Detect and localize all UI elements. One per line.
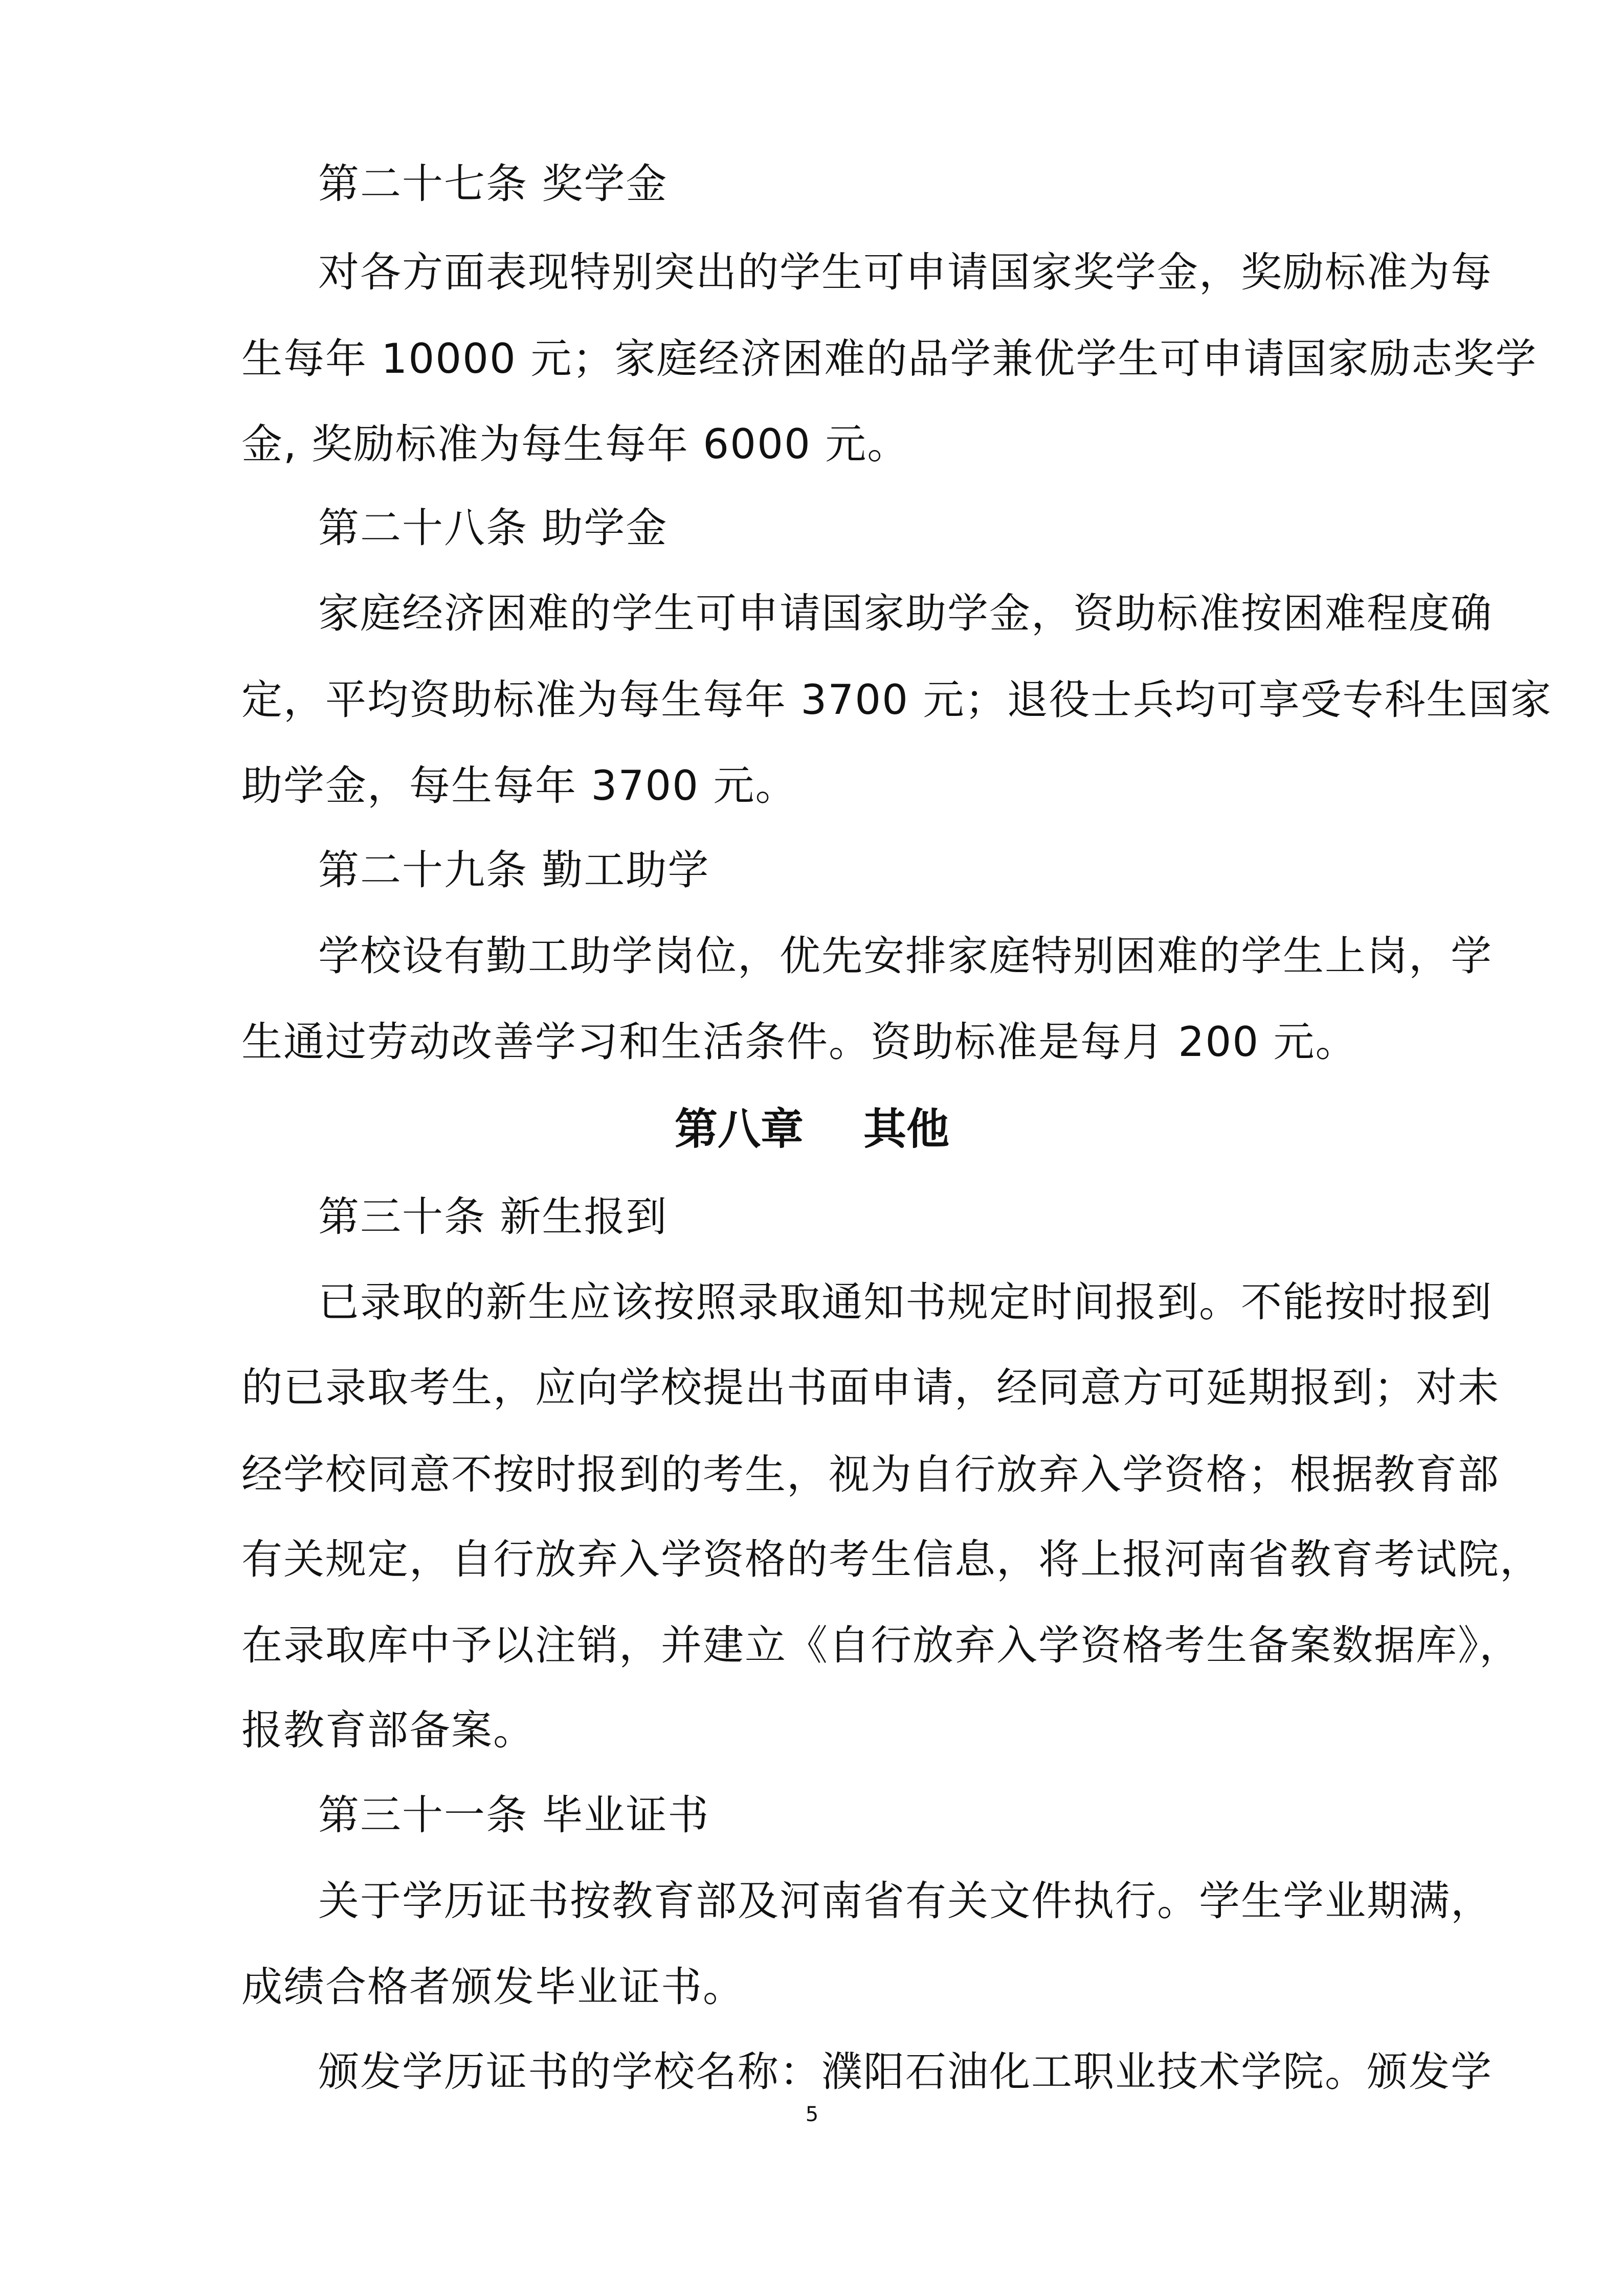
article-30-line-1: 已录取的新生应该按照录取通知书规定时间报到。不能按时报到 [318,1278,1493,1326]
article-28-line-3: 助学金，每生每年 3700 元。 [241,762,797,809]
article-30-line-6: 报教育部备案。 [241,1706,535,1754]
article-31-line-3: 颁发学历证书的学校名称：濮阳石油化工职业技术学院。颁发学 [318,2048,1493,2096]
article-31-line-2: 成绩合格者颁发毕业证书。 [241,1963,745,2011]
article-27-line-2: 生每年 10000 元；家庭经济困难的品学兼优学生可申请国家励志奖学 [241,335,1538,382]
article-31-title: 第三十一条 毕业证书 [318,1791,710,1839]
article-27-title: 第二十七条 奖学金 [318,160,668,208]
article-29-line-1: 学校设有勤工助学岗位，优先安排家庭特别困难的学生上岗，学 [318,932,1493,980]
article-30-line-4: 有关规定，自行放弃入学资格的考生信息，将上报河南省教育考试院， [241,1536,1542,1583]
article-30-line-3: 经学校同意不按时报到的考生，视为自行放弃入学资格；根据教育部 [241,1451,1500,1498]
article-28-line-1: 家庭经济困难的学生可申请国家助学金，资助标准按困难程度确 [318,590,1493,637]
chapter-heading: 第八章 其他 [675,1104,949,1154]
article-28-line-2: 定，平均资助标准为每生每年 3700 元；退役士兵均可享受专科生国家 [241,676,1552,724]
page-number: 5 [805,2103,819,2126]
article-29-line-2: 生通过劳动改善学习和生活条件。资助标准是每月 200 元。 [241,1018,1358,1066]
article-31-line-1: 关于学历证书按教育部及河南省有关文件执行。学生学业期满， [318,1877,1493,1925]
article-30-line-5: 在录取库中予以注销，并建立《自行放弃入学资格考生备案数据库》， [241,1622,1521,1669]
article-27-line-3: 金, 奖励标准为每生每年 6000 元。 [241,420,909,468]
article-30-line-2: 的已录取考生，应向学校提出书面申请，经同意方可延期报到；对未 [241,1364,1500,1411]
article-28-title: 第二十八条 助学金 [318,504,668,552]
article-30-title: 第三十条 新生报到 [318,1193,668,1241]
article-27-line-1: 对各方面表现特别突出的学生可申请国家奖学金，奖励标准为每 [318,249,1493,296]
article-29-title: 第二十九条 勤工助学 [318,846,710,894]
